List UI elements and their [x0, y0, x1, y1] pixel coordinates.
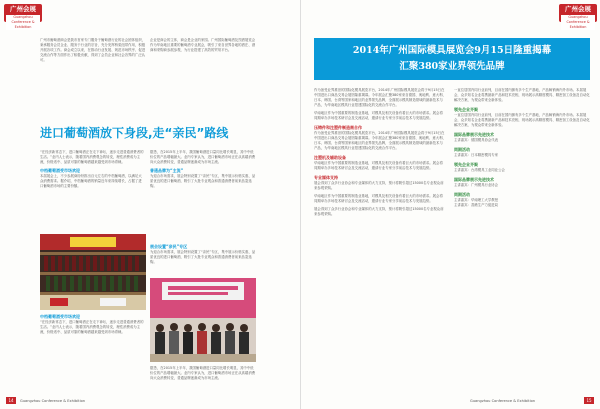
right-sub-heading-3: 专业媒体支持 [314, 175, 338, 180]
banner-line-1: 2014年广州国际模具展览会9月15日隆重揭幕 [352, 45, 552, 56]
right-sub-heading-7: 领先企业齐聚 [454, 162, 478, 167]
right-column-2: 一直位居国内同行业前列，目前在国内拥有多个生产基地，产品畅销海内外市场。本届展会，众多知名企业将携最新产品和技术亮相，现场展示高精度模具、精密加工设备及自动化解决方案，为观众带来全新体验。 领先企业齐聚 一直位居国内同行业前列，目前在国内拥有多个生产基地，产品畅销海内外市场。本届展会，众多知名企业将携最新产品和技术亮相，现场展示高精度模具、精密加工设备及自动化解决方案，为观众带来全新体验。 国际品牌展示先进技术 主讲嘉宾：德国模具协会代表 同期活动 主讲嘉宾：日本精密模具专家 领先企业齐聚 主讲嘉宾：台湾模具工业同业公会 国际品牌展示先进技术 主讲嘉宾：广州模具行业协会 同期活动 主讲嘉宾：华南理工大学教授 主讲嘉宾：香港生产力促进局 [454, 88, 590, 207]
left-body-column-2-bottom: 据悉，在2015年上半年，我国葡萄酒进口量同比增长明显，其中中低价位的产品增幅最大。业内专家认为，进口葡萄酒市场正在从高端消费向大众消费转变，普通品牌逐渐成为市场主流。 [150, 366, 256, 380]
footer-left: Guangzhou Conference & Exhibition [20, 399, 86, 403]
right-column-1: 作为备受业界推崇的国际化模具展览平台，2014年广州国际模具展览会将于9月15日在中国进出口商品交易会展馆隆重揭幕。今年展会汇聚380家来自德国、奥地利、意大利、日本、韩国、台湾等国家和地区的业界领先品牌，全面展示模具制造领域的最新技术与产品，为华南地区模具行业搭建国际化的交流合作平台。 华南地区作为中国重要的制造业基地，对模具及相关设备有着巨大的市场需求。展会将同期举办多场技术研讨会及交流活动，邀请行业专家分享前沿技术与发展趋势。 压铸件和注塑件制造商合作 作为备受业界推崇的国际化模具展览平台，2014年广州国际模具展览会将于9月15日在中国进出口商品交易会展馆隆重揭幕。今年展会汇聚380家来自德国、奥地利、意大利、日本、韩国、台湾等国家和地区的业界领先品牌，全面展示模具制造领域的最新技术与产品，为华南地区模具行业搭建国际化的交流合作平台。 注塑机及辅助设备 华南地区作为中国重要的制造业基地，对模具及相关设备有着巨大的市场需求。展会将同期举办多场技术研讨会及交流活动，邀请行业专家分享前沿技术与发展趋势。 专业媒体支持 展会得到了众多行业协会和专业媒体的大力支持，预计将吸引超过15000名专业观众前来参观采购。 华南地区作为中国重要的制造业基地，对模具及相关设备有着巨大的市场需求。展会将同期举办多场技术研讨会及交流活动，邀请行业专家分享前沿技术与发展趋势。 展会得到了众多行业协会和专业媒体的大力支持，预计将吸引超过15000名专业观众前来参观采购。 [314, 88, 446, 216]
left-top-column-1: 广州市葡萄酒商会是我市首家专门服务于葡萄酒行业的社会团体组织，秉承服务会员企业、服务于行业的宗旨，充分发挥桥梁纽带作用，积极开展各项工作。商会成立以来，在推动行业发展、规范市场秩序、促进交流合作等方面作出了积极贡献，得到了会员企业和社会各界的广泛认可。 [40, 38, 146, 62]
sub-heading-2: 普通品牌为“主流” [150, 168, 184, 173]
crowd-image [150, 278, 256, 362]
sub-heading-1: 中档葡萄酒受市场欢迎 [40, 168, 80, 173]
left-body-column-1-bottom: 中档葡萄酒受市场欢迎 “在经济新常态下，进口葡萄酒正在走下神坛，逐步走进普通消费者的生活。”业内人士表示，随着国内消费观念的转变，理性消费成为主流，价格适中、品质可靠的葡萄酒越来越受到市场青睐。 [40, 314, 144, 334]
banner-line-2: 汇聚380家业界领先品牌 [399, 61, 505, 72]
brand-logo-right: 广州会展 Guangzhou Conference & Exhibition [559, 4, 597, 22]
page-number-left: 14 [6, 397, 16, 404]
left-top-column-2: 企业是商会的主体，商会是企业的家园。广州国际葡萄酒及烈酒展览会作为华南地区重要的葡萄酒专业展会，吸引了来自世界各地的酒庄、酒商和采购商参展参观，为行业搭建了高效的贸易平台。 [150, 38, 256, 52]
right-sub-heading-8: 国际品牌展示先进技术 [454, 177, 494, 182]
wine-shelf-image [40, 234, 146, 310]
right-sub-heading-5: 国际品牌展示先进技术 [454, 132, 494, 137]
left-body-column-2: 据悉，在2015年上半年，我国葡萄酒进口量同比增长明显，其中中低价位的产品增幅最大。业内专家认为，进口葡萄酒市场正在从高端消费向大众消费转变，普通品牌逐渐成为市场主流。 普通品牌为“主流” 为迎合市场需求，展会特别设置了“亲民”专区，集中展示价格实惠、品质优良的进口葡萄酒，吸引了大批专业观众和普通消费者前来品鉴选购。 [150, 150, 256, 188]
wine-shelf-photo [40, 234, 146, 310]
brand-logo: 广州会展 Guangzhou Conference & Exhibition [4, 4, 42, 22]
right-sub-heading-6: 同期活动 [454, 147, 470, 152]
headline-banner [314, 38, 590, 80]
exhibition-crowd-photo [150, 278, 256, 362]
right-sub-heading-9: 同期活动 [454, 192, 470, 197]
left-body-column-2-mid: 展会设置“亲民”专区 为迎合市场需求，展会特别设置了“亲民”专区，集中展示价格实惠、品质优良的进口葡萄酒，吸引了大批专业观众和普通消费者前来品鉴选购。 [150, 244, 256, 264]
article-headline: 进口葡萄酒放下身段,走“亲民”路线 [40, 126, 229, 140]
left-body-column-1: “在经济新常态下，进口葡萄酒正在走下神坛，逐步走进普通消费者的生活。”业内人士表示，随着国内消费观念的转变，理性消费成为主流，价格适中、品质可靠的葡萄酒越来越受到市场青睐。 中档葡萄酒受市场欢迎 本届展会上，不少参展商纷纷推出百元左右的中档葡萄酒，以满足大众消费需求。据介绍，中档葡萄酒的销量近年来持续增长，占据了进口葡萄酒市场的主要份额。 [40, 150, 144, 188]
right-sub-heading-2: 注塑机及辅助设备 [314, 155, 346, 160]
sub-heading-1b: 中档葡萄酒受市场欢迎 [40, 314, 80, 319]
right-sub-heading-4: 领先企业齐聚 [454, 107, 478, 112]
sub-heading-3: 展会设置“亲民”专区 [150, 244, 188, 249]
right-sub-heading-1: 压铸件和注塑件制造商合作 [314, 125, 362, 130]
footer-right: Guangzhou Conference & Exhibition [470, 399, 536, 403]
page-number-right: 15 [584, 397, 594, 404]
